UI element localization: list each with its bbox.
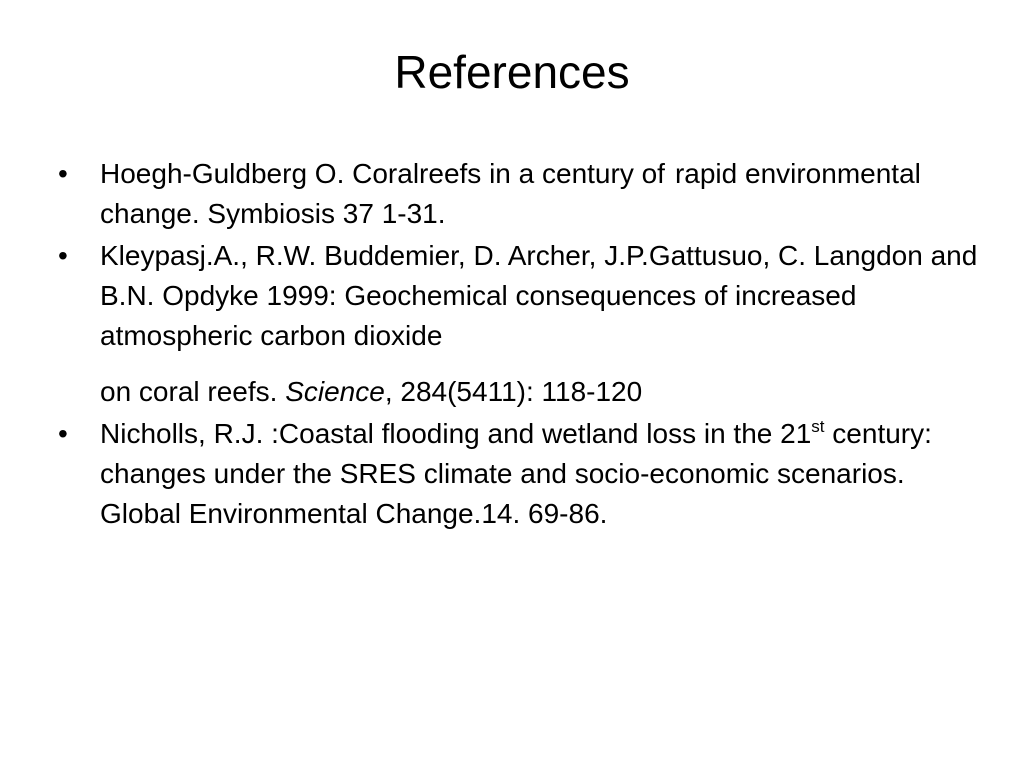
reference-tail-post: , 284(5411): 118-120 bbox=[384, 376, 643, 407]
reference-post: century: changes under the SRES climate and socio-economic scenarios. Global Environmental Change.14. 69-86. bbox=[100, 418, 932, 529]
slide-title: References bbox=[394, 46, 630, 98]
reference-main: Kleypasj.A., R.W. Buddemier, D. Archer, J.P.Gattusuo, C. Langdon and B.N. Opdyke 1999: Geochemical consequences of increased atmospheric carbon dioxide bbox=[100, 240, 978, 351]
bullet: • bbox=[58, 240, 68, 271]
journal-name: Science bbox=[285, 376, 385, 407]
reference-item bbox=[58, 414, 978, 534]
reference-list bbox=[58, 154, 978, 536]
reference-text bbox=[100, 418, 932, 529]
reference-text bbox=[100, 158, 921, 229]
reference-item bbox=[58, 154, 978, 234]
reference-tail-pre: on coral reefs. bbox=[100, 376, 286, 407]
reference-part: rapid environmental change. Symbiosis 37 1-31. bbox=[100, 158, 921, 229]
reference-pre: Nicholls, R.J. :Coastal flooding and wetland loss in the 21 bbox=[100, 418, 812, 449]
reference-tail bbox=[100, 372, 978, 412]
reference-part: Hoegh-Guldberg O. Coralreefs in a century of bbox=[100, 158, 665, 189]
reference-text bbox=[100, 240, 978, 412]
reference-item bbox=[58, 236, 978, 412]
ordinal-suffix: st bbox=[811, 417, 825, 436]
bullet: • bbox=[58, 158, 68, 189]
bullet: • bbox=[58, 418, 68, 449]
